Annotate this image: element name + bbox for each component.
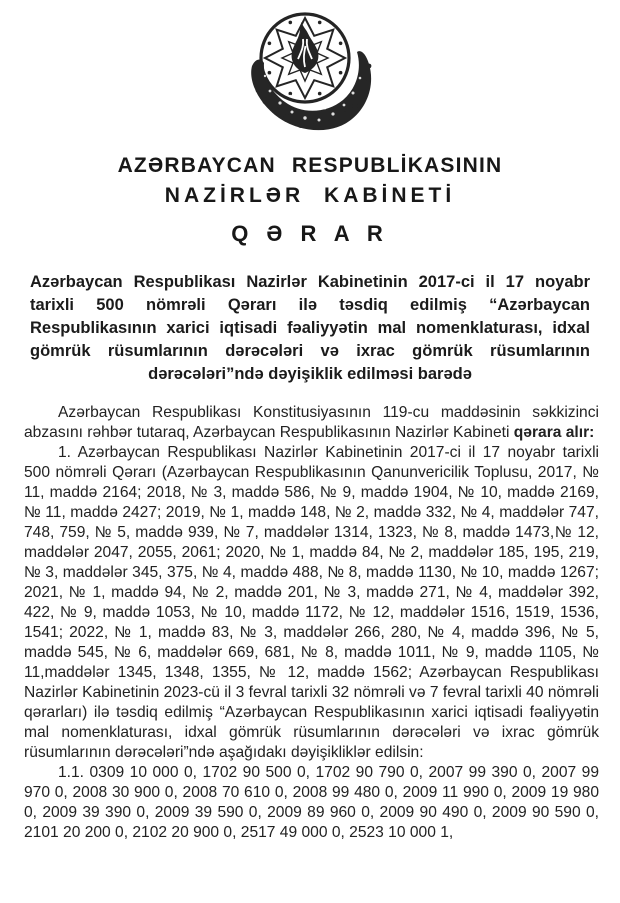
- emblem-container: [0, 0, 620, 138]
- org-name-line1: AZƏRBAYCAN RESPUBLİKASININ: [117, 154, 503, 177]
- decree-body: [24, 403, 599, 843]
- preamble-text: Azərbaycan Respublikası Konstitusiyasının 119-cu maddəsinin səkkizinci abzasını rəhbər tutaraq, Azərbaycan Respublikasının Nazirlər Kabineti: [24, 404, 599, 441]
- document-kind-title: Q Ə R A R: [231, 221, 389, 246]
- preamble-paragraph: [24, 403, 599, 443]
- decree-subject: Azərbaycan Respublikası Nazirlər Kabinetinin 2017-ci il 17 noyabr tarixli 500 nömrəli Qərarı ilə təsdiq edilmiş “Azərbaycan Respublikasının xarici iqtisadi fəaliyyətin mal nomenklaturası, idxal gömrük rüsumlarının dərəcələri və ixrac gömrük rüsumlarının dərəcələri”ndə dəyişiklik edilməsi barədə: [30, 273, 590, 383]
- preamble-resolution-phrase: qərara alır:: [513, 424, 595, 441]
- clause-1-1-tariff-codes-paragraph: 1.1. 0309 10 000 0, 1702 90 500 0, 1702 90 790 0, 2007 99 390 0, 2007 99 970 0, 2008 30 900 0, 2008 70 610 0, 2008 99 480 0, 2009 11 990 0, 2009 19 980 0, 2009 39 390 0, 2009 39 590 0, 2009 89 960 0, 2009 90 490 0, 2009 90 590 0, 2101 20 200 0, 2102 20 900 0, 2517 49 000 0, 2523 10 000 1,: [24, 764, 599, 841]
- clause-1-paragraph: 1. Azərbaycan Respublikası Nazirlər Kabinetinin 2017-ci il 17 noyabr tarixli 500 nömrəli Qərarı (Azərbaycan Respublikasının Qanunvericilik Toplusu, 2017, № 11, maddə 2164; 2018, № 3, maddə 586, № 9, maddə 1904, № 10, maddə 2169, № 11, maddə 2427; 2019, № 1, maddə 148, № 2, maddə 332, № 4, maddələr 747, 748, 759, № 5, maddə 939, № 7, maddələr 1314, 1323, № 8, maddə 1473,№ 12, maddələr 2047, 2055, 2061; 2020, № 1, maddə 84, № 2, maddələr 185, 195, 219, № 3, maddələr 345, 375, № 4, maddə 488, № 8, maddə 1130, № 10, maddə 1267; 2021, № 1, maddə 94, № 2, maddə 201, № 3, maddə 271, № 4, maddələr 392, 422, № 9, maddə 1053, № 10, maddə 1172, № 12, maddələr 1516, 1519, 1536, 1541; 2022, № 1, maddə 83, № 3, maddələr 266, 280, № 4, maddə 396, № 5, maddə 545, № 6, maddələr 669, 681, № 8, maddə 1011, № 9, maddə 1105, № 11,maddələr 1345, 1348, 1355, № 12, maddə 1562; Azərbaycan Respublikası Nazirlər Kabinetinin 2023-cü il 3 fevral tarixli 32 nömrəli və 7 fevral tarixli 40 nömrəli qərarları) ilə təsdiq edilmiş “Azərbaycan Respublikasının xarici iqtisadi fəaliyyətin mal nomenklaturası, idxal gömrük rüsumlarının dərəcələri və ixrac gömrük rüsumlarının dərəcələri”ndə aşağıdakı dəyişikliklər edilsin:: [24, 444, 599, 761]
- azerbaijan-coat-of-arms-icon: [234, 6, 386, 138]
- org-name-line2: NAZİRLƏR KABİNETİ: [164, 184, 456, 207]
